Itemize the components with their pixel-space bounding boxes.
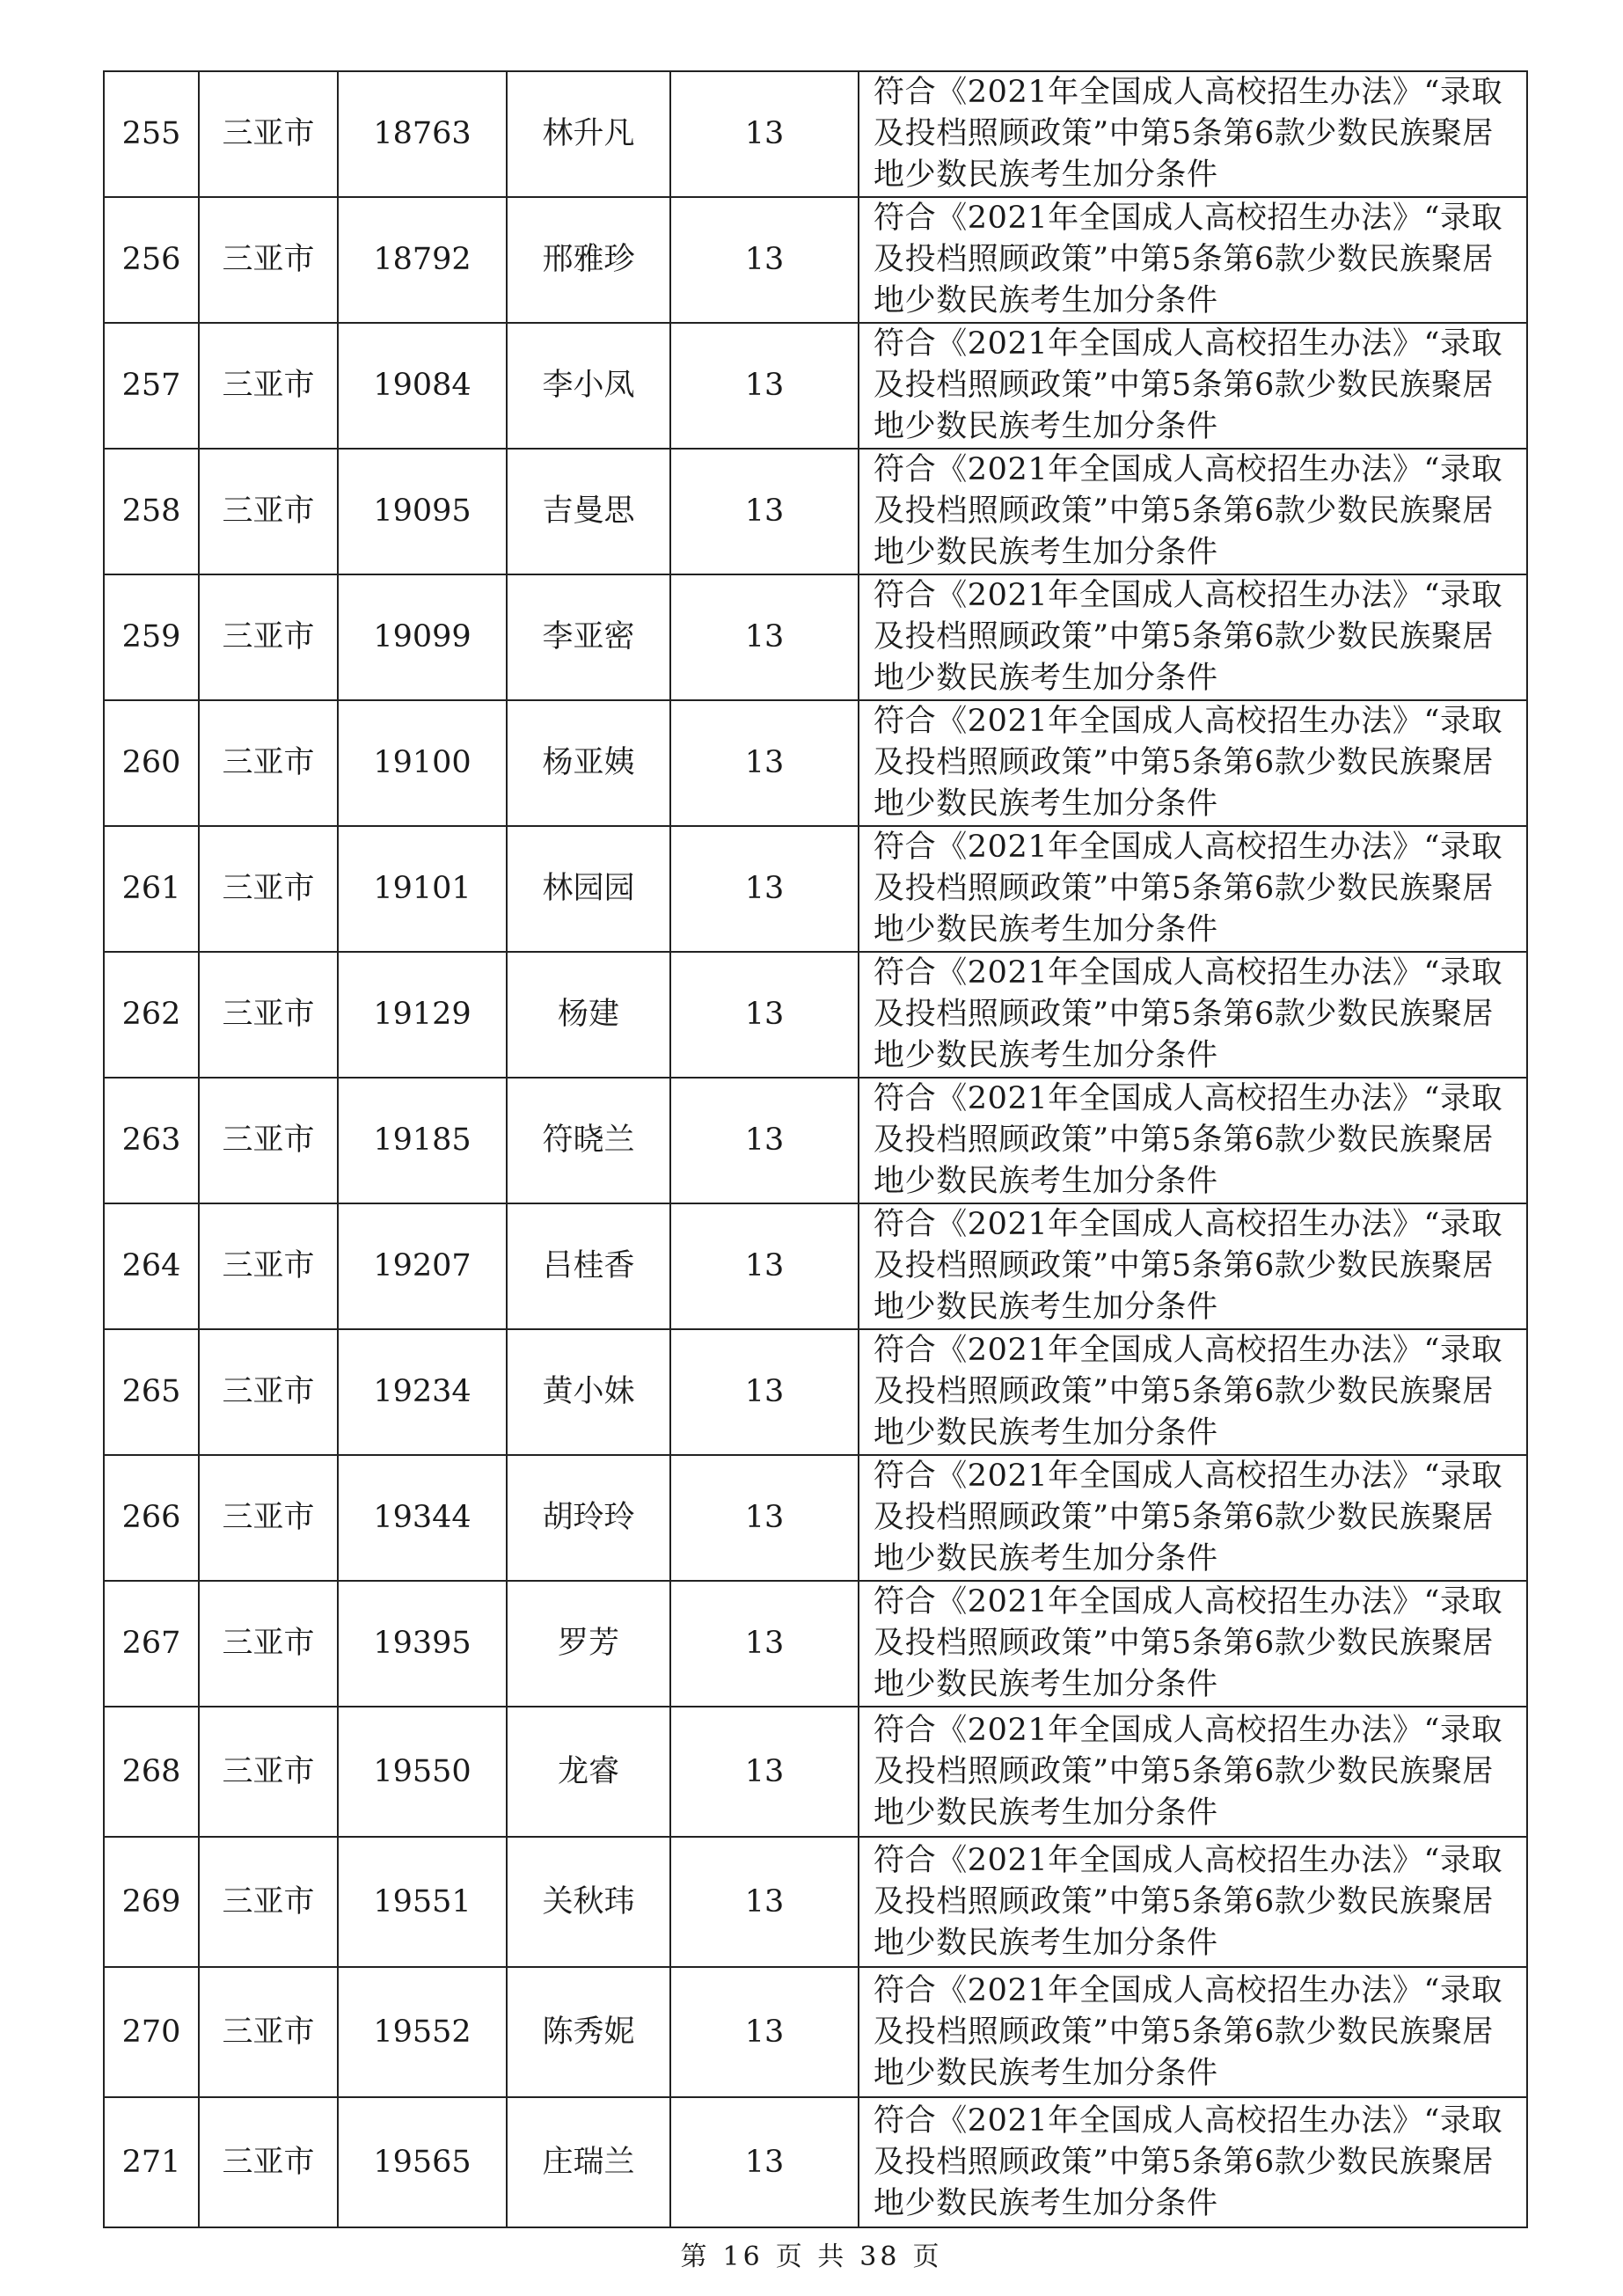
eligibility-note-cell: 符合《2021年全国成人高校招生办法》“录取及投档照顾政策”中第5条第6款少数民族聚居地少数民族考生加分条件 [859,952,1527,1078]
bonus-score-cell: 13 [670,197,859,323]
city-cell: 三亚市 [199,952,338,1078]
row-number-cell: 256 [104,197,199,323]
table-row [104,323,1527,449]
table-row [104,2097,1527,2227]
footer-middle: 页 共 [775,2241,848,2272]
candidate-id-cell: 19565 [338,2097,507,2227]
city-cell: 三亚市 [199,1581,338,1707]
eligibility-note-cell: 符合《2021年全国成人高校招生办法》“录取及投档照顾政策”中第5条第6款少数民族聚居地少数民族考生加分条件 [859,1581,1527,1707]
table-row [104,1707,1527,1837]
candidate-name-cell: 黄小妹 [507,1329,670,1455]
candidate-id-cell: 19101 [338,826,507,952]
candidate-id-cell: 18763 [338,71,507,197]
table-row [104,197,1527,323]
row-number-cell: 267 [104,1581,199,1707]
candidate-id-cell: 19100 [338,700,507,826]
candidate-name-cell: 龙睿 [507,1707,670,1837]
eligibility-note-cell: 符合《2021年全国成人高校招生办法》“录取及投档照顾政策”中第5条第6款少数民族聚居地少数民族考生加分条件 [859,574,1527,700]
eligibility-note-cell: 符合《2021年全国成人高校招生办法》“录取及投档照顾政策”中第5条第6款少数民族聚居地少数民族考生加分条件 [859,197,1527,323]
bonus-score-cell: 13 [670,1078,859,1203]
candidate-name-cell: 胡玲玲 [507,1455,670,1581]
candidate-name-cell: 吉曼思 [507,449,670,574]
city-cell: 三亚市 [199,1967,338,2097]
row-number-cell: 266 [104,1455,199,1581]
city-cell: 三亚市 [199,700,338,826]
row-number-cell: 268 [104,1707,199,1837]
row-number-cell: 271 [104,2097,199,2227]
candidate-name-cell: 杨亚姨 [507,700,670,826]
candidate-name-cell: 关秋玮 [507,1837,670,1967]
bonus-score-cell: 13 [670,449,859,574]
table-row [104,1329,1527,1455]
city-cell: 三亚市 [199,449,338,574]
city-cell: 三亚市 [199,1078,338,1203]
candidate-id-cell: 19234 [338,1329,507,1455]
footer-current-page: 16 [722,2241,764,2272]
city-cell: 三亚市 [199,71,338,197]
bonus-score-cell: 13 [670,71,859,197]
table-row [104,449,1527,574]
table-row [104,71,1527,197]
row-number-cell: 265 [104,1329,199,1455]
candidate-name-cell: 庄瑞兰 [507,2097,670,2227]
candidate-table [103,70,1528,2228]
eligibility-note-cell: 符合《2021年全国成人高校招生办法》“录取及投档照顾政策”中第5条第6款少数民族聚居地少数民族考生加分条件 [859,323,1527,449]
table-row [104,1203,1527,1329]
candidate-name-cell: 陈秀妮 [507,1967,670,2097]
city-cell: 三亚市 [199,1329,338,1455]
bonus-score-cell: 13 [670,1329,859,1455]
city-cell: 三亚市 [199,826,338,952]
row-number-cell: 258 [104,449,199,574]
eligibility-note-cell: 符合《2021年全国成人高校招生办法》“录取及投档照顾政策”中第5条第6款少数民族聚居地少数民族考生加分条件 [859,1329,1527,1455]
bonus-score-cell: 13 [670,2097,859,2227]
eligibility-note-cell: 符合《2021年全国成人高校招生办法》“录取及投档照顾政策”中第5条第6款少数民族聚居地少数民族考生加分条件 [859,449,1527,574]
bonus-score-cell: 13 [670,952,859,1078]
candidate-id-cell: 18792 [338,197,507,323]
row-number-cell: 259 [104,574,199,700]
candidate-name-cell: 杨建 [507,952,670,1078]
bonus-score-cell: 13 [670,826,859,952]
candidate-id-cell: 19207 [338,1203,507,1329]
city-cell: 三亚市 [199,1837,338,1967]
candidate-name-cell: 李亚密 [507,574,670,700]
candidate-name-cell: 罗芳 [507,1581,670,1707]
footer-suffix: 页 [912,2241,943,2272]
row-number-cell: 264 [104,1203,199,1329]
table-row [104,1837,1527,1967]
row-number-cell: 255 [104,71,199,197]
city-cell: 三亚市 [199,1707,338,1837]
table-row [104,574,1527,700]
candidate-id-cell: 19084 [338,323,507,449]
candidate-id-cell: 19185 [338,1078,507,1203]
candidate-id-cell: 19344 [338,1455,507,1581]
bonus-score-cell: 13 [670,1837,859,1967]
table-row [104,1078,1527,1203]
candidate-id-cell: 19552 [338,1967,507,2097]
row-number-cell: 270 [104,1967,199,2097]
table-row [104,1967,1527,2097]
eligibility-note-cell: 符合《2021年全国成人高校招生办法》“录取及投档照顾政策”中第5条第6款少数民族聚居地少数民族考生加分条件 [859,1203,1527,1329]
candidate-id-cell: 19395 [338,1581,507,1707]
candidate-name-cell: 吕桂香 [507,1203,670,1329]
eligibility-note-cell: 符合《2021年全国成人高校招生办法》“录取及投档照顾政策”中第5条第6款少数民族聚居地少数民族考生加分条件 [859,1707,1527,1837]
candidate-name-cell: 李小凤 [507,323,670,449]
bonus-score-cell: 13 [670,700,859,826]
eligibility-note-cell: 符合《2021年全国成人高校招生办法》“录取及投档照顾政策”中第5条第6款少数民族聚居地少数民族考生加分条件 [859,826,1527,952]
candidate-id-cell: 19129 [338,952,507,1078]
city-cell: 三亚市 [199,1455,338,1581]
bonus-score-cell: 13 [670,1581,859,1707]
city-cell: 三亚市 [199,574,338,700]
eligibility-note-cell: 符合《2021年全国成人高校招生办法》“录取及投档照顾政策”中第5条第6款少数民族聚居地少数民族考生加分条件 [859,1837,1527,1967]
row-number-cell: 262 [104,952,199,1078]
bonus-score-cell: 13 [670,323,859,449]
eligibility-note-cell: 符合《2021年全国成人高校招生办法》“录取及投档照顾政策”中第5条第6款少数民族聚居地少数民族考生加分条件 [859,1078,1527,1203]
city-cell: 三亚市 [199,1203,338,1329]
bonus-score-cell: 13 [670,1203,859,1329]
candidate-name-cell: 林升凡 [507,71,670,197]
candidate-name-cell: 符晓兰 [507,1078,670,1203]
row-number-cell: 261 [104,826,199,952]
table-row [104,1581,1527,1707]
city-cell: 三亚市 [199,323,338,449]
row-number-cell: 260 [104,700,199,826]
bonus-score-cell: 13 [670,574,859,700]
city-cell: 三亚市 [199,2097,338,2227]
table-row [104,700,1527,826]
candidate-id-cell: 19095 [338,449,507,574]
table-body [104,71,1527,2227]
eligibility-note-cell: 符合《2021年全国成人高校招生办法》“录取及投档照顾政策”中第5条第6款少数民族聚居地少数民族考生加分条件 [859,1967,1527,2097]
eligibility-note-cell: 符合《2021年全国成人高校招生办法》“录取及投档照顾政策”中第5条第6款少数民族聚居地少数民族考生加分条件 [859,2097,1527,2227]
table-row [104,1455,1527,1581]
bonus-score-cell: 13 [670,1455,859,1581]
row-number-cell: 269 [104,1837,199,1967]
bonus-score-cell: 13 [670,1967,859,2097]
candidate-id-cell: 19551 [338,1837,507,1967]
candidate-id-cell: 19550 [338,1707,507,1837]
candidate-id-cell: 19099 [338,574,507,700]
city-cell: 三亚市 [199,197,338,323]
row-number-cell: 263 [104,1078,199,1203]
bonus-score-cell: 13 [670,1707,859,1837]
eligibility-note-cell: 符合《2021年全国成人高校招生办法》“录取及投档照顾政策”中第5条第6款少数民族聚居地少数民族考生加分条件 [859,700,1527,826]
table-row [104,826,1527,952]
footer-total-pages: 38 [859,2241,901,2272]
row-number-cell: 257 [104,323,199,449]
eligibility-note-cell: 符合《2021年全国成人高校招生办法》“录取及投档照顾政策”中第5条第6款少数民族聚居地少数民族考生加分条件 [859,71,1527,197]
table-row [104,952,1527,1078]
page-footer [0,2234,1623,2273]
footer-prefix: 第 [680,2241,711,2272]
candidate-name-cell: 邢雅珍 [507,197,670,323]
eligibility-note-cell: 符合《2021年全国成人高校招生办法》“录取及投档照顾政策”中第5条第6款少数民族聚居地少数民族考生加分条件 [859,1455,1527,1581]
candidate-name-cell: 林园园 [507,826,670,952]
